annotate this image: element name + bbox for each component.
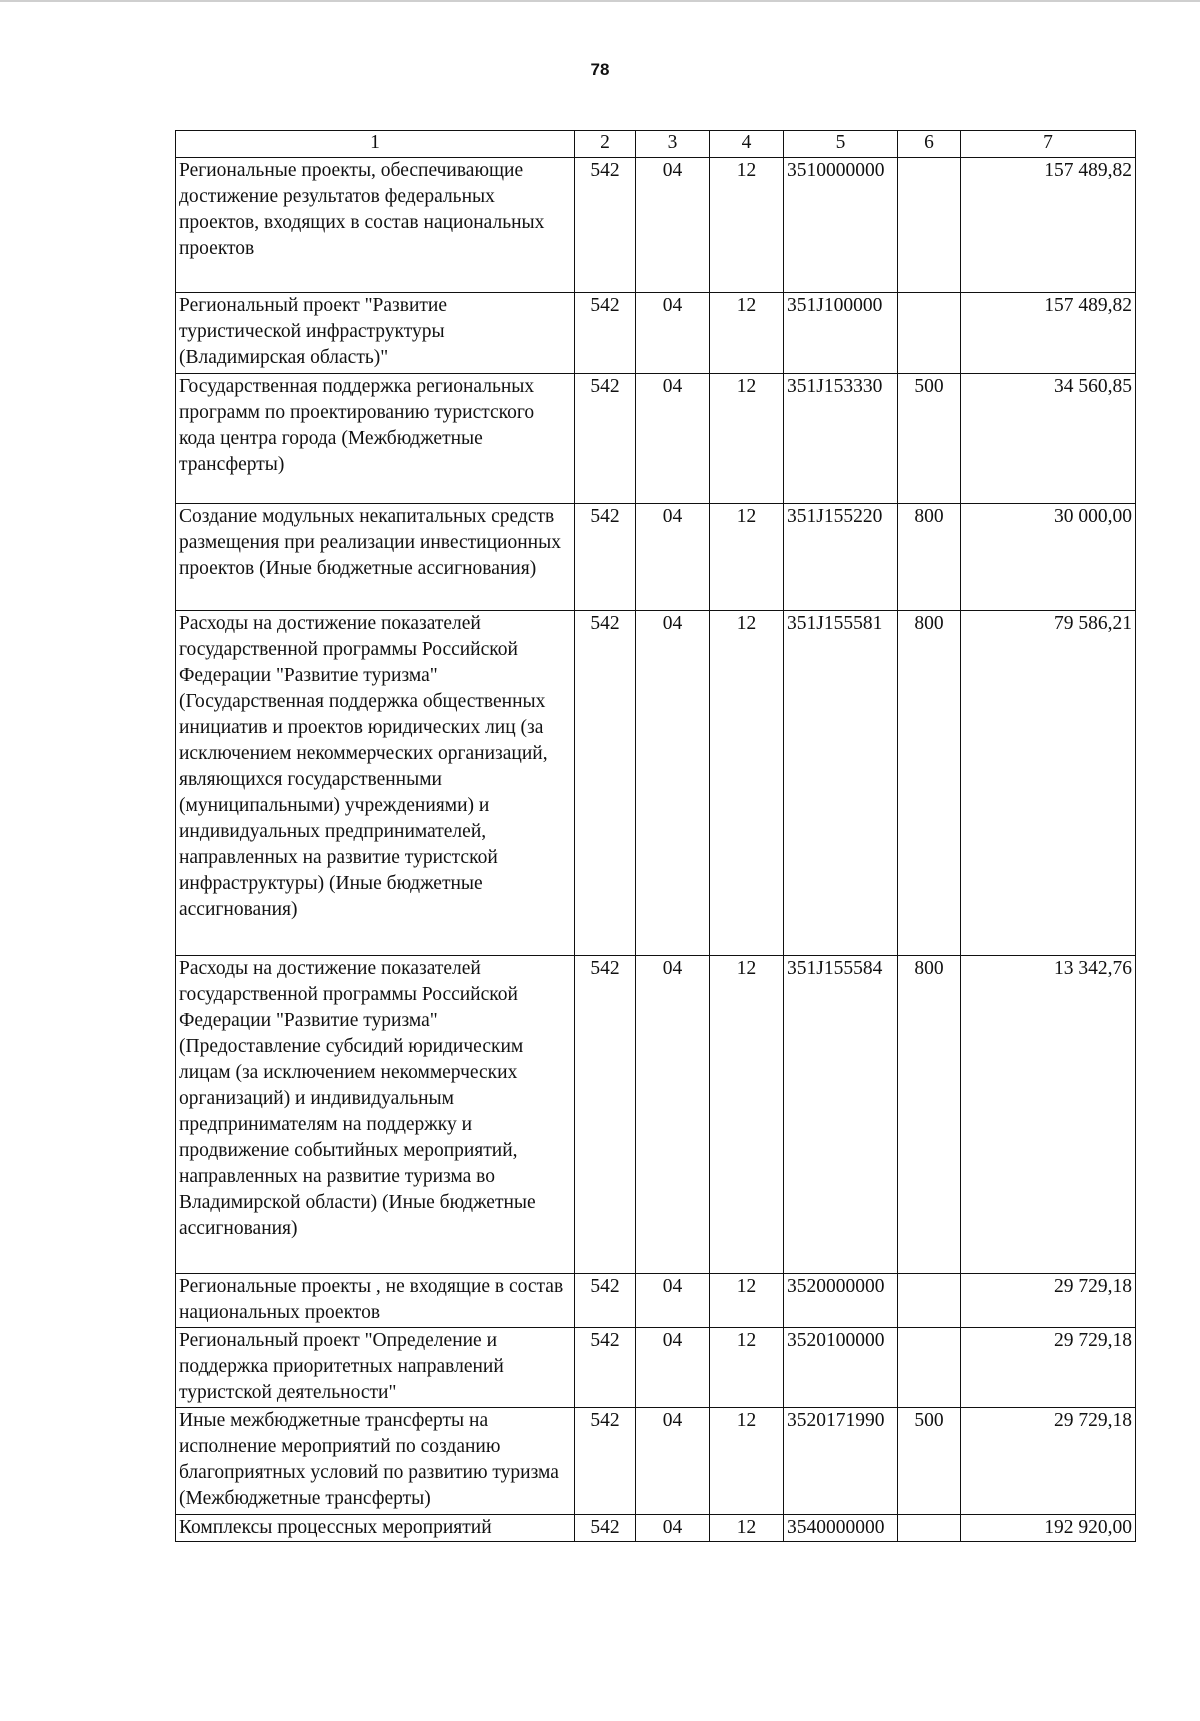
row-pr-cell: 12 (710, 374, 784, 504)
row-rz-cell: 04 (636, 1328, 710, 1408)
row-ved-cell: 542 (575, 956, 636, 1274)
row-name-cell: Создание модульных некапитальных средств размещения при реализации инвестиционных проектов (Иные бюджетные ассигнования) (176, 504, 575, 611)
row-name-cell: Региональный проект "Определение и поддержка приоритетных направлений туристской деятельности" (176, 1328, 575, 1408)
row-sum-cell: 157 489,82 (961, 158, 1136, 293)
row-sum-cell: 13 342,76 (961, 956, 1136, 1274)
row-pr-cell: 12 (710, 1328, 784, 1408)
header-cell-1: 1 (176, 131, 575, 158)
row-vr-cell (898, 1328, 961, 1408)
row-ved-cell: 542 (575, 1328, 636, 1408)
row-pr-cell: 12 (710, 1408, 784, 1515)
row-vr-cell: 800 (898, 611, 961, 956)
row-vr-cell (898, 158, 961, 293)
row-ved-cell: 542 (575, 1408, 636, 1515)
row-rz-cell: 04 (636, 374, 710, 504)
row-rz-cell: 04 (636, 956, 710, 1274)
row-vr-cell: 800 (898, 956, 961, 1274)
row-ved-cell: 542 (575, 158, 636, 293)
row-csr-cell: 351J100000 (784, 293, 898, 374)
row-vr-cell: 500 (898, 374, 961, 504)
row-csr-cell: 3540000000 (784, 1515, 898, 1542)
row-vr-cell (898, 1515, 961, 1542)
row-rz-cell: 04 (636, 611, 710, 956)
budget-table (175, 130, 1136, 1542)
row-ved-cell: 542 (575, 293, 636, 374)
row-ved-cell: 542 (575, 374, 636, 504)
row-pr-cell: 12 (710, 158, 784, 293)
header-cell-7: 7 (961, 131, 1136, 158)
row-csr-cell: 3510000000 (784, 158, 898, 293)
table-row (176, 1274, 1136, 1328)
row-name-cell: Региональные проекты, обеспечивающие достижение результатов федеральных проектов, входящих в состав национальных проектов (176, 158, 575, 293)
row-vr-cell (898, 1274, 961, 1328)
row-rz-cell: 04 (636, 504, 710, 611)
row-sum-cell: 29 729,18 (961, 1274, 1136, 1328)
row-rz-cell: 04 (636, 1515, 710, 1542)
row-sum-cell: 30 000,00 (961, 504, 1136, 611)
row-vr-cell (898, 293, 961, 374)
table-row (176, 374, 1136, 504)
table-row (176, 504, 1136, 611)
row-name-cell: Государственная поддержка региональных программ по проектированию туристского кода центра города (Межбюджетные трансферты) (176, 374, 575, 504)
header-row (176, 131, 1136, 158)
row-rz-cell: 04 (636, 293, 710, 374)
row-vr-cell: 500 (898, 1408, 961, 1515)
row-csr-cell: 3520000000 (784, 1274, 898, 1328)
row-pr-cell: 12 (710, 504, 784, 611)
row-name-cell: Иные межбюджетные трансферты на исполнение мероприятий по созданию благоприятных условий по развитию туризма (Межбюджетные трансферты) (176, 1408, 575, 1515)
header-cell-5: 5 (784, 131, 898, 158)
header-cell-6: 6 (898, 131, 961, 158)
row-ved-cell: 542 (575, 1515, 636, 1542)
table-row (176, 158, 1136, 293)
row-pr-cell: 12 (710, 293, 784, 374)
row-vr-cell: 800 (898, 504, 961, 611)
row-pr-cell: 12 (710, 956, 784, 1274)
row-sum-cell: 79 586,21 (961, 611, 1136, 956)
table-row (176, 1408, 1136, 1515)
row-csr-cell: 351J155220 (784, 504, 898, 611)
table-row (176, 1515, 1136, 1542)
row-sum-cell: 34 560,85 (961, 374, 1136, 504)
row-csr-cell: 3520100000 (784, 1328, 898, 1408)
row-rz-cell: 04 (636, 158, 710, 293)
row-sum-cell: 29 729,18 (961, 1408, 1136, 1515)
row-ved-cell: 542 (575, 504, 636, 611)
row-pr-cell: 12 (710, 1515, 784, 1542)
row-csr-cell: 351J155584 (784, 956, 898, 1274)
row-name-cell: Расходы на достижение показателей государственной программы Российской Федерации "Развитие туризма" (Государственная поддержка общественных инициатив и проектов юридических лиц (за исключением некоммерческих организаций, являющихся государственными (муниципальными) учреждениями) и индивидуальных предпринимателей, направленных на развитие туристской инфраструктуры) (Иные бюджетные ассигнования) (176, 611, 575, 956)
row-pr-cell: 12 (710, 611, 784, 956)
row-csr-cell: 3520171990 (784, 1408, 898, 1515)
row-name-cell: Расходы на достижение показателей государственной программы Российской Федерации "Развитие туризма" (Предоставление субсидий юридическим лицам (за исключением некоммерческих организаций) и индивидуальным предпринимателям на поддержку и продвижение событийных мероприятий, направленных на развитие туризма во Владимирской области) (Иные бюджетные ассигнования) (176, 956, 575, 1274)
row-sum-cell: 29 729,18 (961, 1328, 1136, 1408)
page-number: 78 (590, 60, 610, 79)
header-cell-4: 4 (710, 131, 784, 158)
row-sum-cell: 192 920,00 (961, 1515, 1136, 1542)
row-name-cell: Комплексы процессных мероприятий (176, 1515, 575, 1542)
table-row (176, 1328, 1136, 1408)
page-top-edge (0, 0, 1200, 2)
row-csr-cell: 351J155581 (784, 611, 898, 956)
row-ved-cell: 542 (575, 611, 636, 956)
row-rz-cell: 04 (636, 1274, 710, 1328)
row-pr-cell: 12 (710, 1274, 784, 1328)
row-csr-cell: 351J153330 (784, 374, 898, 504)
row-sum-cell: 157 489,82 (961, 293, 1136, 374)
header-cell-3: 3 (636, 131, 710, 158)
table-row (176, 956, 1136, 1274)
table-row (176, 611, 1136, 956)
table-row (176, 293, 1136, 374)
row-rz-cell: 04 (636, 1408, 710, 1515)
header-cell-2: 2 (575, 131, 636, 158)
row-name-cell: Региональные проекты , не входящие в состав национальных проектов (176, 1274, 575, 1328)
row-ved-cell: 542 (575, 1274, 636, 1328)
row-name-cell: Региональный проект "Развитие туристической инфраструктуры (Владимирская область)" (176, 293, 575, 374)
